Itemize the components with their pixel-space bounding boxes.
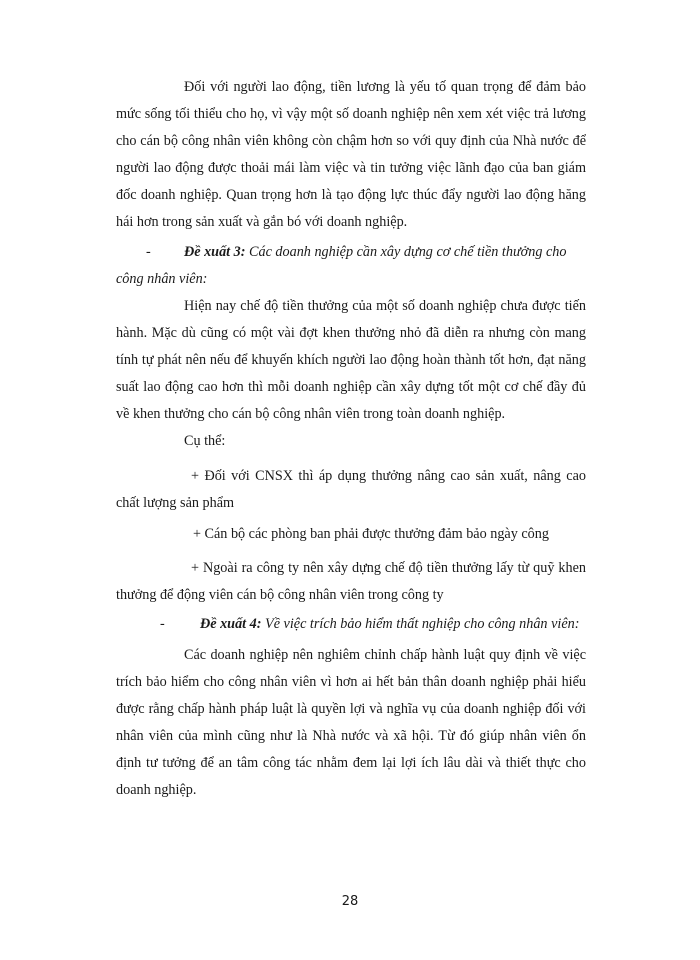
- heading-proposal-4: [116, 611, 586, 638]
- proposal-4-label: Đề xuất 4:: [200, 616, 262, 632]
- bullet-dash: -: [146, 244, 151, 260]
- proposal-3-text: Các doanh nghiệp cần xây dựng cơ chế tiền thưởng cho công nhân viên:: [116, 244, 567, 287]
- bullet-item-fund: + Ngoài ra công ty nên xây dựng chế độ tiền thưởng lấy từ quỹ khen thưởng để động viên cán bộ công nhân viên trong công ty: [116, 560, 586, 603]
- paragraph-salary: Đối với người lao động, tiền lương là yếu tố quan trọng để đảm bảo mức sống tối thiểu cho họ, vì vậy một số doanh nghiệp nên xem xét việc trả lương cho cán bộ công nhân viên không còn chậm hơn so với quy định của Nhà nước để người lao động được thoải mái làm việc và tin tưởng việc lãnh đạo của ban giám đốc doanh nghiệp. Quan trọng hơn là tạo động lực thúc đẩy người lao động hăng hái hơn trong sản xuất và gắn bó với doanh nghiệp.: [116, 79, 586, 230]
- paragraph-bonus: Hiện nay chế độ tiền thưởng của một số doanh nghiệp chưa được tiến hành. Mặc dù cũng có một vài đợt khen thưởng nhỏ đã diễn ra nhưng còn mang tính tự phát nên nếu để khuyến khích người lao động hoàn thành tốt hơn, đạt năng suất lao động cao hơn thì mỗi doanh nghiệp cần xây dựng tốt một cơ chế đầy đủ về khen thưởng cho cán bộ công nhân viên trong toàn doanh nghiệp.: [116, 298, 586, 422]
- paragraph-insurance: Các doanh nghiệp nên nghiêm chỉnh chấp hành luật quy định về việc trích bảo hiểm cho công nhân viên vì hơn ai hết bản thân doanh nghiệp phải hiểu được rằng chấp hành pháp luật là quyền lợi và nghĩa vụ của doanh nghiệp đối với nhân viên của mình cũng như là Nhà nước và xã hội. Từ đó giúp nhân viên ổn định tư tưởng để an tâm công tác nhằm đem lại lợi ích lâu dài và thiết thực cho doanh nghiệp.: [116, 647, 586, 798]
- proposal-4-text: Về việc trích bảo hiểm thất nghiệp cho công nhân viên:: [261, 616, 580, 632]
- page-number: 28: [341, 894, 359, 909]
- heading-proposal-3: [116, 239, 586, 293]
- bullet-item-departments: + Cán bộ các phòng ban phải được thưởng đảm bảo ngày công: [193, 526, 549, 542]
- proposal-3-label: Đề xuất 3:: [184, 244, 246, 260]
- bullet-item-production: + Đối với CNSX thì áp dụng thưởng nâng cao sản xuất, nâng cao chất lượng sản phẩm: [116, 468, 586, 511]
- bullet-dash: -: [160, 616, 165, 632]
- label-specifically: Cụ thể:: [184, 433, 226, 449]
